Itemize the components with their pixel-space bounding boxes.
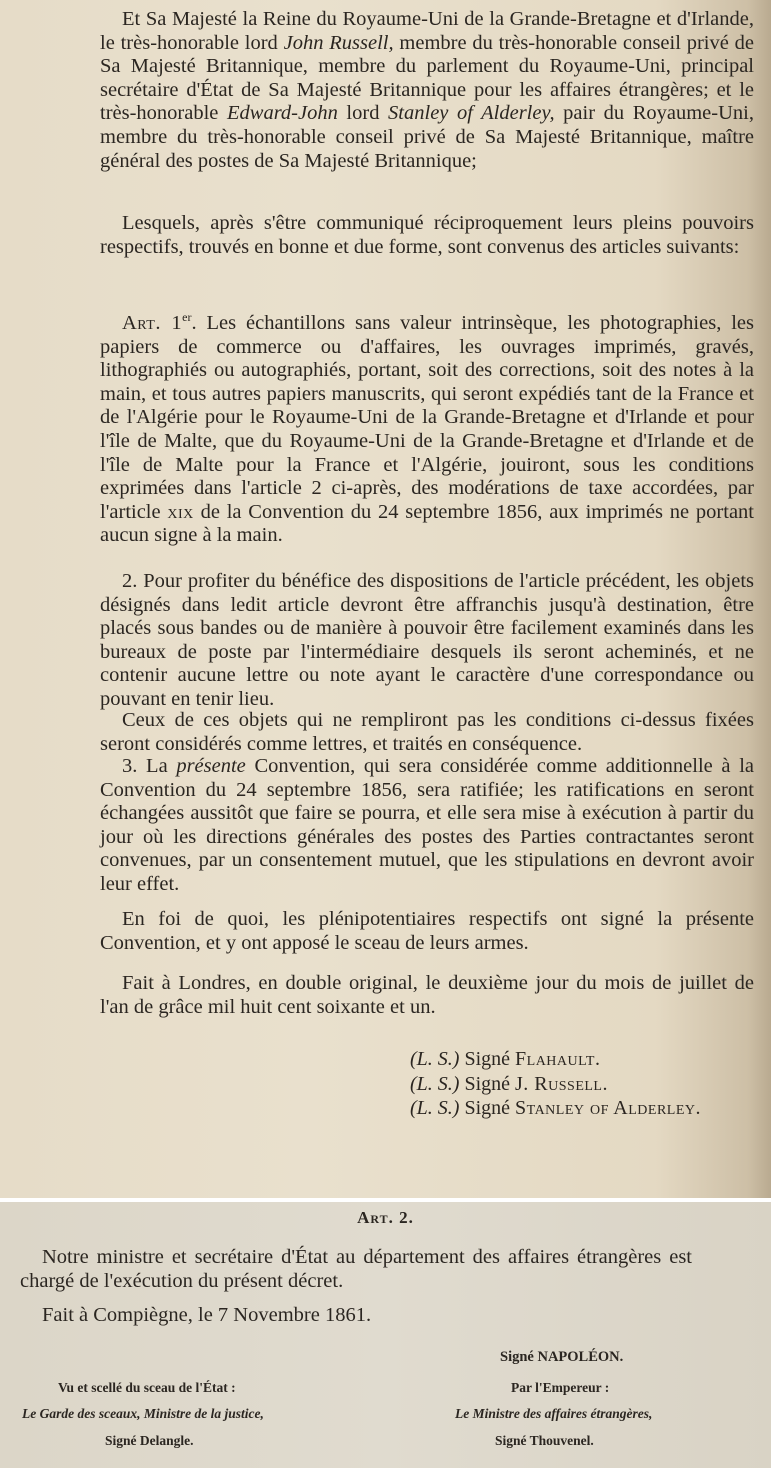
signatory-name: Stanley of Alderley. [515, 1097, 702, 1119]
decree-signe-delangle: Signé Delangle. [105, 1433, 194, 1448]
paragraph-plenipotentiaries-uk [100, 8, 754, 173]
paragraph-article-3 [100, 755, 754, 897]
text-italic: Le Ministre des affaires étrangères, [455, 1406, 653, 1421]
text: En foi de quoi, les plénipotentiaires respectifs ont signé la présente Convention, et y ont apposé le sceau de leurs armes. [100, 908, 754, 954]
text: membre du très-honorable conseil privé de Sa Majesté Britannique, membre du parlement du Royaume-Uni, principal secrétaire d'État de Sa Majesté Britannique pour les affaires étrangères; et le très-honorable [100, 31, 754, 125]
signature-stanley [410, 1096, 701, 1120]
text: Lesquels, après s'être communiqué réciproquement leurs pleins pouvoirs respectifs, trouvés en bonne et due forme, sont convenus des articles suivants: [100, 212, 754, 258]
decree-paragraph [20, 1246, 692, 1293]
seal-mark: (L. S.) [410, 1073, 460, 1095]
name-edward-john: Edward-John [227, 102, 338, 125]
text: . Les échantillons sans valeur intrinsèque, les photographies, les papiers de commerce ou d'affaires, les ouvrages imprimés, gravés, lithographiés ou autographiés, portant, soit des corrections, soit des notes à la main, et tous autres papiers manuscrits, qui seront expédiés tant de la France et de l'Algérie pour le Royaume-Uni de la Grande-Bretagne et d'Irlande et pour l'île de Malte, que du Royaume-Uni de la Grande-Bretagne et d'Irlande et de l'île de Malte pour la France et l'Algérie, jouiront, sous les conditions exprimées dans l'article 2 ci-après, des modérations de taxe accordées, par l'article [100, 312, 754, 523]
signatory-name: J. Russell. [515, 1073, 608, 1095]
text: Et Sa Majesté la Reine du Royaume-Uni de la Grande-Bretagne et d'Irlande, le très-honorable lord [100, 8, 754, 54]
signe: Signé [464, 1073, 511, 1095]
article-1-label: Art. 1 [122, 312, 183, 334]
seal-mark: (L. S.) [410, 1048, 460, 1070]
article-1-sup: er [182, 310, 192, 325]
text: Convention, qui sera considérée comme additionnelle à la Convention du 24 septembre 1856, sera ratifiée; les ratifications en seront échangées aussitôt que faire se pourra, et elle sera mise à exécution à partir du jour où les directions générales des postes des Parties contractantes seront convenues, par un consentement mutuel, que les stipulations en devront avoir leur effet. [100, 755, 754, 895]
decree-garde-sceaux [22, 1406, 264, 1422]
seal-mark: (L. S.) [410, 1097, 460, 1119]
text: Ceux de ces objets qui ne rempliront pas les conditions ci-dessus fixées seront considérés comme lettres, et traités en conséquence. [100, 709, 754, 755]
text: 3. La [122, 755, 177, 777]
decree-signe-napoleon: Signé NAPOLÉON. [500, 1349, 624, 1365]
text: lord [337, 102, 389, 125]
roman-numeral: xix [167, 500, 194, 523]
signe: Signé [464, 1097, 511, 1119]
document-page-bottom [0, 1202, 771, 1468]
text: Fait à Londres, en double original, le deuxième jour du mois de juillet de l'an de grâce mil huit cent soixante et un. [100, 972, 754, 1018]
paragraph-article-2-b [100, 709, 754, 756]
signature-flahault [410, 1047, 600, 1071]
signatory-name: Flahault. [515, 1048, 601, 1070]
decree-signe-thouvenel: Signé Thouvenel. [495, 1433, 594, 1448]
name-russell: John Russell, [283, 31, 394, 54]
paragraph-fait-londres [100, 972, 754, 1019]
decree-par-empereur: Par l'Empereur : [511, 1380, 610, 1395]
text: 2. Pour profiter du bénéfice des dispositions de l'article précédent, les objets désignés dans ledit article devront être affranchis jusqu'à destination, être placés sous bandes ou de manière à pouvoir être facilement examinés dans les bureaux de poste par l'intermédiaire desquels ils seront acheminés, et ne contenir aucune lettre ou note ayant le caractère d'une correspondance ou pouvant en tenir lieu. [100, 570, 754, 710]
decree-fait-compiegne: Fait à Compiègne, le 7 Novembre 1861. [42, 1304, 372, 1326]
signe: Signé [464, 1048, 511, 1070]
signature-russell [410, 1072, 608, 1096]
decree-ministre-affaires [455, 1406, 652, 1422]
paragraph-article-1 [100, 312, 754, 548]
name-stanley: Stanley of Alderley, [388, 102, 555, 125]
decree-vu-scelle: Vu et scellé du sceau de l'État : [58, 1380, 236, 1395]
paragraph-en-foi [100, 908, 754, 955]
paragraph-article-2 [100, 570, 754, 712]
text-italic: présente [176, 755, 246, 777]
decree-article-2-heading: Art. 2. [357, 1208, 414, 1227]
text-italic: Le Garde des sceaux, Ministre de la justice, [22, 1406, 264, 1421]
text: Notre ministre et secrétaire d'État au département des affaires étrangères est chargé de l'exécution du présent décret. [20, 1246, 692, 1292]
text: pair du Royaume-Uni, membre du très-honorable conseil privé de Sa Majesté Britannique, maître général des postes de Sa Majesté Britannique; [100, 102, 754, 172]
paragraph-lesquels [100, 212, 754, 259]
text: de la Convention du 24 septembre 1856, aux imprimés ne portant aucun signe à la main. [100, 500, 754, 547]
